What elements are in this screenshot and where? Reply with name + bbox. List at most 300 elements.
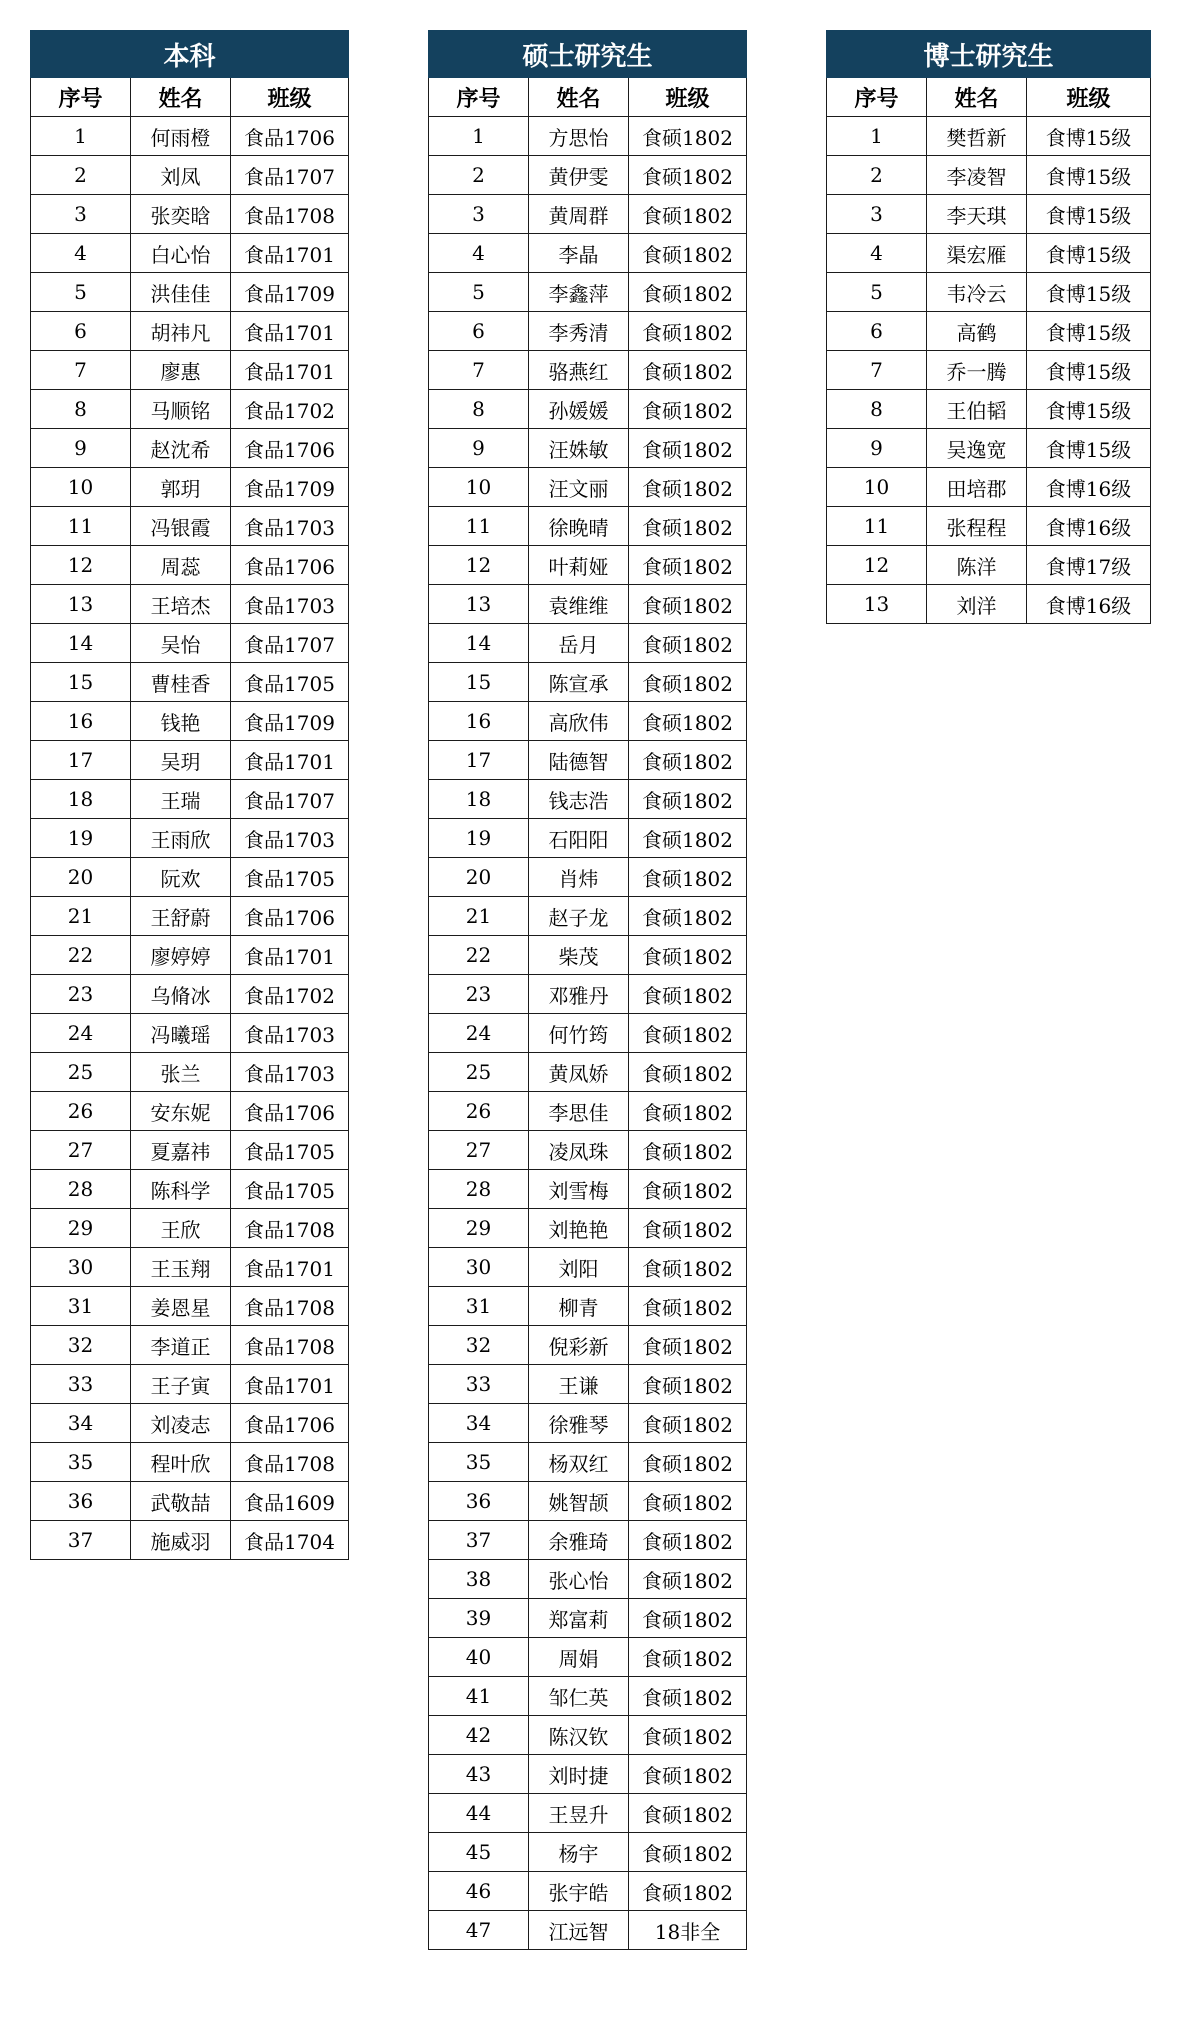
name-cell: 王伯韬 [927, 390, 1027, 429]
class-cell: 食硕1802 [629, 390, 747, 429]
seq-header: 序号 [827, 78, 927, 117]
class-cell: 食品1701 [231, 741, 349, 780]
seq-cell: 9 [31, 429, 131, 468]
name-cell: 王培杰 [131, 585, 231, 624]
class-cell: 食硕1802 [629, 624, 747, 663]
class-cell: 食品1703 [231, 1053, 349, 1092]
name-cell: 黄伊雯 [529, 156, 629, 195]
name-cell: 王玉翔 [131, 1248, 231, 1287]
name-cell: 袁维维 [529, 585, 629, 624]
class-cell: 食品1703 [231, 1014, 349, 1053]
name-cell: 施威羽 [131, 1521, 231, 1560]
class-cell: 食品1702 [231, 390, 349, 429]
class-cell: 食硕1802 [629, 468, 747, 507]
class-cell: 食硕1802 [629, 1131, 747, 1170]
class-cell: 食品1701 [231, 312, 349, 351]
class-cell: 食博15级 [1027, 312, 1151, 351]
class-cell: 食硕1802 [629, 936, 747, 975]
table-row [429, 429, 747, 468]
seq-cell: 6 [31, 312, 131, 351]
name-cell: 安东妮 [131, 1092, 231, 1131]
seq-cell: 15 [429, 663, 529, 702]
table-row [31, 1092, 349, 1131]
class-cell: 食品1709 [231, 702, 349, 741]
seq-cell: 31 [31, 1287, 131, 1326]
table-row [31, 897, 349, 936]
seq-cell: 35 [429, 1443, 529, 1482]
name-cell: 王谦 [529, 1365, 629, 1404]
class-cell: 食硕1802 [629, 741, 747, 780]
table-row [31, 936, 349, 975]
name-cell: 田培郡 [927, 468, 1027, 507]
table-row [31, 741, 349, 780]
name-cell: 陈洋 [927, 546, 1027, 585]
seq-cell: 26 [31, 1092, 131, 1131]
table-row [31, 1053, 349, 1092]
seq-cell: 3 [827, 195, 927, 234]
class-cell: 食硕1802 [629, 858, 747, 897]
seq-cell: 8 [827, 390, 927, 429]
table-row [429, 1638, 747, 1677]
seq-cell: 37 [31, 1521, 131, 1560]
seq-cell: 32 [429, 1326, 529, 1365]
name-cell: 王瑞 [131, 780, 231, 819]
table-row [429, 936, 747, 975]
table-row [429, 1716, 747, 1755]
class-cell: 食博15级 [1027, 156, 1151, 195]
class-cell: 食硕1802 [629, 975, 747, 1014]
table-title-row [31, 31, 349, 78]
seq-cell: 45 [429, 1833, 529, 1872]
class-cell: 食博15级 [1027, 390, 1151, 429]
name-cell: 刘凤 [131, 156, 231, 195]
seq-cell: 1 [827, 117, 927, 156]
seq-cell: 29 [429, 1209, 529, 1248]
class-cell: 食品1707 [231, 780, 349, 819]
seq-cell: 3 [31, 195, 131, 234]
seq-cell: 5 [429, 273, 529, 312]
name-cell: 高欣伟 [529, 702, 629, 741]
name-cell: 倪彩新 [529, 1326, 629, 1365]
class-cell: 食硕1802 [629, 1326, 747, 1365]
seq-cell: 39 [429, 1599, 529, 1638]
table-row [429, 507, 747, 546]
undergrad-title: 本科 [31, 31, 349, 78]
table-row [31, 1443, 349, 1482]
table-row [429, 1014, 747, 1053]
table-row [429, 1326, 747, 1365]
name-cell: 陈宣承 [529, 663, 629, 702]
class-cell: 食博15级 [1027, 273, 1151, 312]
class-cell: 食品1706 [231, 117, 349, 156]
seq-cell: 33 [429, 1365, 529, 1404]
class-cell: 食硕1802 [629, 1833, 747, 1872]
name-cell: 汪姝敏 [529, 429, 629, 468]
name-cell: 高鹤 [927, 312, 1027, 351]
table-row [429, 273, 747, 312]
table-row [31, 975, 349, 1014]
class-cell: 食品1708 [231, 1287, 349, 1326]
name-cell: 邹仁英 [529, 1677, 629, 1716]
table-row [31, 1248, 349, 1287]
seq-cell: 14 [429, 624, 529, 663]
table-row [429, 1365, 747, 1404]
class-cell: 食硕1802 [629, 780, 747, 819]
name-cell: 程叶欣 [131, 1443, 231, 1482]
table-row [31, 1287, 349, 1326]
class-cell: 食品1708 [231, 1443, 349, 1482]
class-cell: 食硕1802 [629, 1755, 747, 1794]
name-cell: 李思佳 [529, 1092, 629, 1131]
seq-cell: 11 [429, 507, 529, 546]
seq-cell: 4 [827, 234, 927, 273]
table-row [31, 1209, 349, 1248]
table-row [827, 468, 1151, 507]
name-cell: 樊哲新 [927, 117, 1027, 156]
seq-cell: 34 [429, 1404, 529, 1443]
class-cell: 食博16级 [1027, 507, 1151, 546]
table-row [429, 1794, 747, 1833]
seq-cell: 46 [429, 1872, 529, 1911]
class-cell: 食品1709 [231, 468, 349, 507]
table-row [429, 156, 747, 195]
table-title-row [827, 31, 1151, 78]
table-row [827, 195, 1151, 234]
table-row [31, 507, 349, 546]
table-row [429, 858, 747, 897]
class-cell: 食品1701 [231, 234, 349, 273]
seq-cell: 17 [31, 741, 131, 780]
table-row [429, 780, 747, 819]
class-cell: 食硕1802 [629, 1248, 747, 1287]
table-row [429, 117, 747, 156]
class-cell: 食硕1802 [629, 1092, 747, 1131]
name-cell: 杨双红 [529, 1443, 629, 1482]
class-cell: 食硕1802 [629, 312, 747, 351]
name-cell: 何雨橙 [131, 117, 231, 156]
class-cell: 食硕1802 [629, 1716, 747, 1755]
seq-cell: 36 [429, 1482, 529, 1521]
table-row [429, 1911, 747, 1950]
table-row [429, 351, 747, 390]
table-row [31, 819, 349, 858]
name-cell: 张程程 [927, 507, 1027, 546]
name-cell: 李晶 [529, 234, 629, 273]
table-row [31, 234, 349, 273]
table-row [31, 546, 349, 585]
class-cell: 食硕1802 [629, 1170, 747, 1209]
name-cell: 张奕晗 [131, 195, 231, 234]
table-row [429, 1404, 747, 1443]
class-cell: 食品1705 [231, 1131, 349, 1170]
seq-cell: 25 [31, 1053, 131, 1092]
name-cell: 肖炜 [529, 858, 629, 897]
seq-cell: 5 [31, 273, 131, 312]
class-cell: 食硕1802 [629, 156, 747, 195]
seq-cell: 40 [429, 1638, 529, 1677]
seq-cell: 13 [827, 585, 927, 624]
name-cell: 吴逸宽 [927, 429, 1027, 468]
table-header-row [827, 78, 1151, 117]
name-cell: 阮欢 [131, 858, 231, 897]
table-row [31, 1365, 349, 1404]
table-row [31, 429, 349, 468]
table-row [429, 390, 747, 429]
name-cell: 柳青 [529, 1287, 629, 1326]
seq-cell: 43 [429, 1755, 529, 1794]
class-cell: 食硕1802 [629, 1404, 747, 1443]
seq-cell: 29 [31, 1209, 131, 1248]
table-row [827, 585, 1151, 624]
class-cell: 食硕1802 [629, 1599, 747, 1638]
table-row [429, 195, 747, 234]
name-cell: 刘艳艳 [529, 1209, 629, 1248]
name-cell: 杨宇 [529, 1833, 629, 1872]
name-cell: 李秀清 [529, 312, 629, 351]
seq-cell: 7 [827, 351, 927, 390]
table-row [429, 468, 747, 507]
table-row [827, 312, 1151, 351]
name-cell: 张心怡 [529, 1560, 629, 1599]
seq-cell: 2 [31, 156, 131, 195]
seq-cell: 11 [827, 507, 927, 546]
table-row [429, 897, 747, 936]
class-cell: 食硕1802 [629, 663, 747, 702]
seq-cell: 22 [429, 936, 529, 975]
name-cell: 乌脩冰 [131, 975, 231, 1014]
seq-cell: 10 [429, 468, 529, 507]
class-cell: 食硕1802 [629, 273, 747, 312]
name-cell: 韦冷云 [927, 273, 1027, 312]
name-cell: 钱志浩 [529, 780, 629, 819]
table-row [429, 1209, 747, 1248]
masters-title: 硕士研究生 [429, 31, 747, 78]
table-row [31, 195, 349, 234]
class-cell: 食品1706 [231, 1092, 349, 1131]
class-cell: 食品1704 [231, 1521, 349, 1560]
seq-cell: 12 [827, 546, 927, 585]
class-cell: 食品1709 [231, 273, 349, 312]
seq-cell: 8 [429, 390, 529, 429]
table-row [429, 1521, 747, 1560]
name-cell: 姚智颉 [529, 1482, 629, 1521]
seq-cell: 10 [827, 468, 927, 507]
table-row [827, 117, 1151, 156]
name-cell: 李道正 [131, 1326, 231, 1365]
table-row [429, 1287, 747, 1326]
seq-cell: 6 [827, 312, 927, 351]
table-row [429, 1053, 747, 1092]
table-row [429, 585, 747, 624]
name-cell: 邓雅丹 [529, 975, 629, 1014]
class-cell: 食硕1802 [629, 195, 747, 234]
seq-cell: 4 [429, 234, 529, 273]
class-cell: 食品1705 [231, 663, 349, 702]
seq-cell: 10 [31, 468, 131, 507]
masters-rows [429, 117, 747, 1950]
name-cell: 方思怡 [529, 117, 629, 156]
seq-cell: 23 [429, 975, 529, 1014]
class-cell: 食品1703 [231, 507, 349, 546]
table-row [827, 156, 1151, 195]
class-cell: 食博16级 [1027, 585, 1151, 624]
name-cell: 王子寅 [131, 1365, 231, 1404]
table-row [429, 1599, 747, 1638]
class-cell: 食硕1802 [629, 1287, 747, 1326]
name-cell: 刘阳 [529, 1248, 629, 1287]
table-row [429, 624, 747, 663]
table-row [31, 1521, 349, 1560]
seq-cell: 9 [827, 429, 927, 468]
name-cell: 乔一腾 [927, 351, 1027, 390]
class-cell: 食硕1802 [629, 1443, 747, 1482]
table-row [827, 234, 1151, 273]
class-cell: 食硕1802 [629, 1560, 747, 1599]
class-cell: 食硕1802 [629, 585, 747, 624]
class-cell: 食硕1802 [629, 546, 747, 585]
name-cell: 冯银霞 [131, 507, 231, 546]
table-row [429, 1248, 747, 1287]
name-cell: 周蕊 [131, 546, 231, 585]
seq-cell: 8 [31, 390, 131, 429]
seq-cell: 27 [31, 1131, 131, 1170]
seq-cell: 1 [429, 117, 529, 156]
seq-cell: 6 [429, 312, 529, 351]
seq-header: 序号 [31, 78, 131, 117]
table-row [31, 1482, 349, 1521]
class-cell: 食品1609 [231, 1482, 349, 1521]
table-row [31, 273, 349, 312]
name-cell: 徐雅琴 [529, 1404, 629, 1443]
table-row [31, 624, 349, 663]
seq-cell: 12 [429, 546, 529, 585]
seq-cell: 42 [429, 1716, 529, 1755]
class-cell: 食博15级 [1027, 234, 1151, 273]
phd-title: 博士研究生 [827, 31, 1151, 78]
name-cell: 武敬喆 [131, 1482, 231, 1521]
seq-cell: 21 [31, 897, 131, 936]
class-cell: 食品1706 [231, 429, 349, 468]
class-cell: 食硕1802 [629, 1872, 747, 1911]
table-row [31, 585, 349, 624]
seq-cell: 24 [429, 1014, 529, 1053]
seq-cell: 16 [31, 702, 131, 741]
name-cell: 马顺铭 [131, 390, 231, 429]
table-row [31, 351, 349, 390]
seq-cell: 13 [31, 585, 131, 624]
name-cell: 吴怡 [131, 624, 231, 663]
class-cell: 食硕1802 [629, 1521, 747, 1560]
table-row [429, 702, 747, 741]
seq-cell: 1 [31, 117, 131, 156]
class-cell: 食博16级 [1027, 468, 1151, 507]
name-cell: 黄凤娇 [529, 1053, 629, 1092]
seq-cell: 4 [31, 234, 131, 273]
class-cell: 18非全 [629, 1911, 747, 1950]
seq-cell: 27 [429, 1131, 529, 1170]
name-cell: 凌凤珠 [529, 1131, 629, 1170]
table-row [827, 273, 1151, 312]
table-row [429, 975, 747, 1014]
name-cell: 洪佳佳 [131, 273, 231, 312]
table-row [429, 1170, 747, 1209]
table-header-row [31, 78, 349, 117]
seq-cell: 34 [31, 1404, 131, 1443]
class-cell: 食品1707 [231, 624, 349, 663]
seq-cell: 20 [429, 858, 529, 897]
name-cell: 周娟 [529, 1638, 629, 1677]
name-cell: 张宇皓 [529, 1872, 629, 1911]
seq-cell: 19 [31, 819, 131, 858]
name-cell: 郭玥 [131, 468, 231, 507]
class-cell: 食硕1802 [629, 1053, 747, 1092]
table-row [31, 156, 349, 195]
name-cell: 渠宏雁 [927, 234, 1027, 273]
name-cell: 汪文丽 [529, 468, 629, 507]
class-cell: 食品1701 [231, 1248, 349, 1287]
table-row [429, 1833, 747, 1872]
undergrad-table [30, 30, 349, 1560]
table-row [31, 117, 349, 156]
table-row [31, 468, 349, 507]
class-cell: 食品1706 [231, 1404, 349, 1443]
class-cell: 食硕1802 [629, 1794, 747, 1833]
name-cell: 黄周群 [529, 195, 629, 234]
name-cell: 姜恩星 [131, 1287, 231, 1326]
name-cell: 刘洋 [927, 585, 1027, 624]
name-cell: 王欣 [131, 1209, 231, 1248]
name-cell: 柴茂 [529, 936, 629, 975]
name-cell: 王昱升 [529, 1794, 629, 1833]
seq-cell: 13 [429, 585, 529, 624]
seq-cell: 31 [429, 1287, 529, 1326]
table-row [429, 1443, 747, 1482]
class-cell: 食硕1802 [629, 1365, 747, 1404]
table-row [429, 819, 747, 858]
class-cell: 食品1708 [231, 1209, 349, 1248]
seq-cell: 47 [429, 1911, 529, 1950]
class-cell: 食博15级 [1027, 195, 1151, 234]
table-row [31, 1170, 349, 1209]
seq-cell: 22 [31, 936, 131, 975]
table-row [429, 1482, 747, 1521]
name-cell: 钱艳 [131, 702, 231, 741]
name-cell: 陈科学 [131, 1170, 231, 1209]
class-cell: 食博15级 [1027, 351, 1151, 390]
name-cell: 廖婷婷 [131, 936, 231, 975]
seq-cell: 41 [429, 1677, 529, 1716]
name-cell: 陈汉钦 [529, 1716, 629, 1755]
name-cell: 刘时捷 [529, 1755, 629, 1794]
class-cell: 食品1707 [231, 156, 349, 195]
class-header: 班级 [231, 78, 349, 117]
table-row [31, 390, 349, 429]
seq-cell: 17 [429, 741, 529, 780]
class-cell: 食博15级 [1027, 429, 1151, 468]
table-row [31, 780, 349, 819]
table-row [827, 351, 1151, 390]
seq-cell: 3 [429, 195, 529, 234]
name-cell: 王舒蔚 [131, 897, 231, 936]
table-header-row [429, 78, 747, 117]
seq-cell: 12 [31, 546, 131, 585]
class-cell: 食硕1802 [629, 1677, 747, 1716]
seq-cell: 36 [31, 1482, 131, 1521]
seq-cell: 7 [31, 351, 131, 390]
name-header: 姓名 [529, 78, 629, 117]
undergrad-rows [31, 117, 349, 1560]
name-cell: 何竹筠 [529, 1014, 629, 1053]
